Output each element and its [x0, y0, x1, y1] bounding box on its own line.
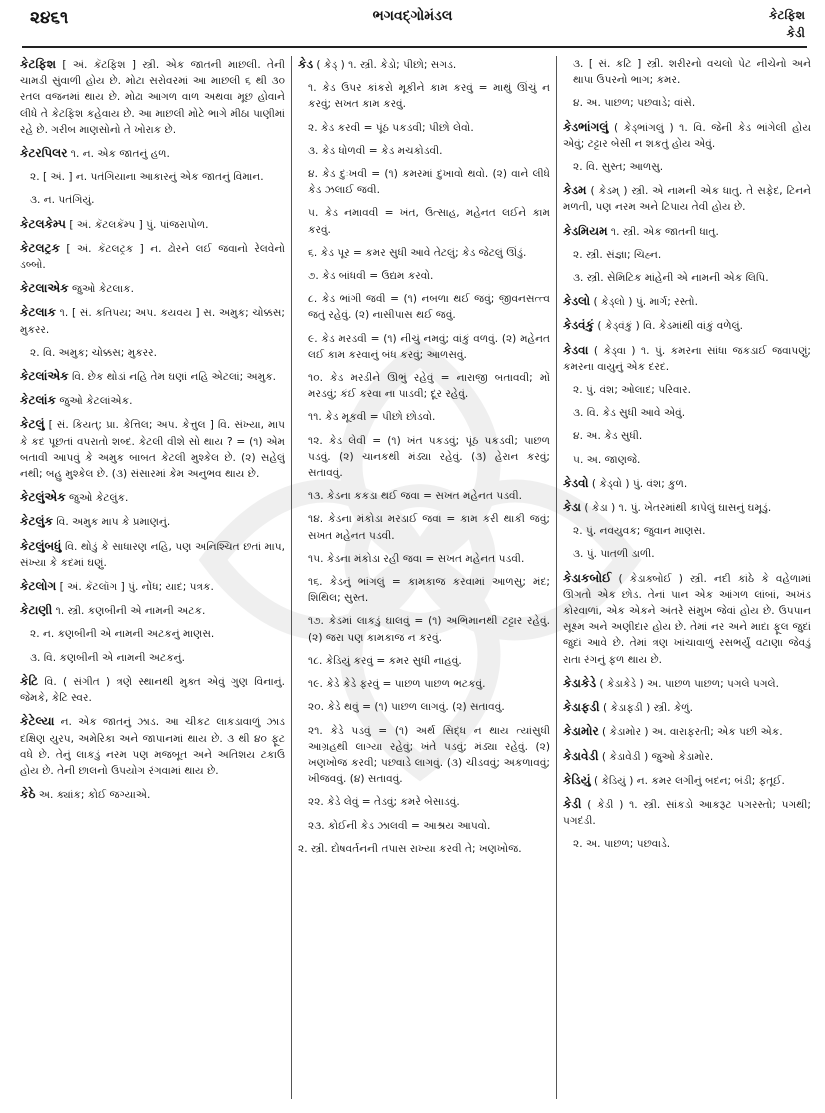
entry-sense: ૧૪. કેડના મંકોડા મરડાઈ જવા = કામ કરી થાકી જવું; સખત મહેનત પડવી.: [308, 513, 550, 542]
entry-headword: કેટલુંએક: [20, 490, 66, 505]
dictionary-entry: [20, 392, 285, 409]
entry-definition: ( કેડાક્બોઈ ) સ્ત્રી. નદી કાંઠે કે વહેળામાં ઊગતો એક છોડ. તેનાં પાન એક આંગળ લાંબાં, અખંડ કોરવાળાં, એક એકને અંતરે સંમુખ જેવાં હોય છે. ઉપપાન સૂક્ષ્મ અને અણીદાર હોય છે. તેમાં નર અને માદા ફૂલ જુદાં જુદાં આવે છે. તેમાં ત્રણ ખાંચાવાળું રસભર્યું વટાણા જેવડું રાતા રંગનું ફળ થાય છે.: [563, 572, 811, 666]
entry-definition: જુઓ કેટલાક.: [68, 283, 134, 296]
entry-definition: ( કેડા ) ૧. પું. ખેતરમાંથી કાપેલું ઘાસનું ઘમૂડું.: [581, 502, 772, 515]
entry-headword: કેટલુંક: [20, 514, 54, 529]
entry-definition: ( કેડ્વો ) પું. વંશ; કુળ.: [588, 477, 688, 490]
entry-sense: ૩. વિ. કેડ સુધી આવે એવું.: [573, 407, 686, 420]
column-2: [298, 56, 550, 1099]
dictionary-entry: [20, 416, 285, 482]
entry-headword: કેટરપિલર: [20, 146, 68, 161]
entry-headword: કેટલકેમ્પ: [20, 216, 66, 231]
entry-definition: વિ. છેક થોડાં નહિ તેમ ઘણાં નહિ એટલાં; અમુક.: [68, 371, 277, 384]
entry-headword: કેટિ: [20, 673, 39, 688]
dictionary-entry: [20, 368, 285, 385]
entry-headword: કેડ: [298, 57, 314, 71]
entry-headword: કેડામોર: [563, 724, 599, 739]
entry-definition: ( કેડિયું ) ન. કમર લગીનું બદન; બંડી; ફતૂઈ.: [590, 774, 785, 787]
dictionary-entry: [563, 796, 811, 829]
dictionary-entry: [563, 182, 811, 215]
entry-sense: ૨૧. કેડે પડવું = (૧) અર્થ સિદ્ધ ન થાય ત્યાંસુધી આગ્રહથી લાગ્યા રહેવું; ખંતે પડવું; મંડ્યા રહેવું. (૨) ખણખોજ કરવી; પછવાડે લાગવું. (૩) ચીડવવું; અકળાવવું; ખીજવવું. (૪) સતાવવું.: [308, 724, 550, 786]
entry-headword: કેડાકબોઈ: [563, 570, 612, 585]
entry-definition: વિ. ( સંગીત ) ત્રણે સ્થાનથી મુક્ત એવું ગુણ વિનાનું. જેમકે, કેટિ સ્વર.: [20, 675, 285, 705]
entry-definition: ૧. ન. એક જાતનું હળ.: [67, 148, 170, 161]
entry-sense: ૪. કેડ દુઃખવી = (૧) કમરમાં દુખાવો થવો. (૨) વાને લીધે કેડ ઝલાઈ જવી.: [308, 168, 550, 197]
entry-definition: જુઓ કેટલાંએક.: [55, 395, 133, 408]
dictionary-entry: [563, 317, 811, 334]
entry-definition: [ સં. કિયત્; પ્રા. કેત્તિલ; અપ. કેત્તુલ ] વિ. સંખ્યા, માપ કે કદ પૂછતાં વપરાતો શબ્દ. કેટલી વીશે સો થાય ? = (૧) એમ બતાવી આપવું કે અમુક બાબત કેટલી મુશ્કેલ છે. (૨) સહેલું નથી; બહુ મુશ્કેલ છે. (૩) સંસારમાં કેમ અનુભવ થાય છે.: [20, 419, 285, 481]
column-divider: [291, 56, 292, 1099]
entry-sense: ૩. સ્ત્રી. સેમિટિક માંહેની એ નામની એક લિપિ.: [573, 272, 769, 285]
entry-sense: ૧૦. કેડ મરડીને ઊભું રહેવું = નારાજી બતાવવી; મોં મરડવું; કંઈ કરવા ના પાડવી; દૂર રહેવું.: [308, 372, 550, 401]
entry-headword: કેડવો: [563, 475, 589, 490]
dictionary-entry: [563, 499, 811, 516]
entry-sense: ૩. પું. પાતળી ડાળી.: [573, 548, 655, 561]
entry-definition: ( કેડ્વંકું ) વિ. કેડમાંથી વાંકું વળેલું.: [594, 320, 744, 333]
entry-headword: કેઠે: [20, 787, 36, 802]
entry-sense: ૫. કેડ નમાવવી = ખંત, ઉત્સાહ, મહેનત લઈને કામ કરવું.: [308, 207, 550, 236]
dictionary-entry: [563, 723, 811, 740]
entry-sense: ૮. કેડ ભાંગી જવી = (૧) નબળા થઈ જવું; જીવનસત્ત્વ જતું રહેવું. (૨) નાસીપાસ થઈ જવું.: [308, 293, 550, 322]
entry-definition: [ અં. કૅટફિશ ] સ્ત્રી. એક જાતની માછલી. તેની ચામડી સુંવાળી હોય છે. મોટા સરોવરમાં આ માછલી ૬ થી ૩૦ રતલ વજનમાં થાય છે. મોઢા આગળ વાળ અથવા મૂછ હોવાને લીધે તે કેટફિશ કહેવાય છે. આ માછલી મોટે ભાગે મીઠા પાણીમાં રહે છે. ગરીબ માણસોનો તે ખોરાક છે.: [20, 59, 285, 136]
dictionary-entry: [20, 602, 285, 619]
entry-headword: કેટલટ્રક: [20, 240, 60, 255]
entry-sense: ૧૧. કેડ મૂકવી = પીછો છોડવો.: [308, 411, 436, 424]
dictionary-entry: [20, 578, 285, 595]
dictionary-entry: [563, 699, 811, 716]
dictionary-entry: [563, 293, 811, 310]
dictionary-entry: [20, 145, 285, 162]
entry-definition: ( કેડામોર ) અ. વારાફરતી; એક પછી એક.: [598, 726, 783, 739]
entry-definition: ( કેડમ્ ) સ્ત્રી. એ નામની એક ધાતુ. તે સફેદ, ટિનને મળતી, પણ નરમ અને ટિપાય તેવી હોય છે.: [563, 185, 811, 214]
entry-sense: ૧૭. કેડમાં લાકડું ઘાલવું = (૧) અભિમાનથી ટટ્ટાર રહેવું. (૨) જરા પણ કામકાજ ન કરવું.: [308, 615, 550, 644]
dictionary-entry: [563, 675, 811, 692]
entry-sense: ૨. પું. નવયુવક; જુવાન માણસ.: [573, 525, 706, 538]
entry-sense: ૨૩. કોઈની કેડ ઝાલવી = આશ્રય આપવો.: [308, 819, 491, 832]
column-divider: [556, 56, 557, 1099]
entry-headword: કેડાવેડી: [563, 748, 599, 763]
entry-headword: કેટફિશ: [20, 57, 56, 71]
entry-definition: વિ. થોડું કે સાધારણ નહિ, પણ અનિશ્ચિત છતાં માપ, સંખ્યા કે કદમાં ઘણું.: [20, 540, 285, 569]
entry-headword: કેડવંકું: [563, 318, 595, 333]
entry-headword: કેટલુંબધું: [20, 538, 62, 553]
book-title: ભગવદ્ગોમંડલ: [372, 8, 453, 24]
entry-definition: [ અં. કૅટલટ્રક ] ન. ઢોરને લઈ જવાનો રેલવેનો ડબ્બો.: [20, 242, 285, 272]
header-rule: [22, 46, 807, 48]
entry-definition: અ. ક્યાંક; કોઈ જગ્યાએ.: [35, 789, 151, 802]
entry-sense: ૧. કેડ ઉપર કાંકરો મૂકીને કામ કરવું = માથું ઊંચું ન કરવું; સખત કામ કરવું.: [308, 82, 550, 111]
entry-headword: કેટલાએક: [20, 281, 69, 296]
entry-definition: ૧. સ્ત્રી. કણબીની એ નામની અટક.: [52, 605, 206, 618]
entry-sense: ૪. અ. કેડ સુધી.: [573, 430, 643, 443]
dictionary-entry: [20, 673, 285, 706]
entry-definition: ( કેડ્ભાંગલું ) ૧. વિ. જેની કેડ ભાંગેલી હોય એવું; ટટ્ટાર બેસી ન શકતું હોય એવું.: [563, 121, 811, 150]
entry-sense: ૨૨. કેડે લેવું = તેડવું; કમરે બેસાડવું.: [308, 796, 460, 809]
entry-sense: ૩. [ સં. કટિ ] સ્ત્રી. શરીરનો વચલો પેટ નીચેનો અને થાપા ઉપરનો ભાગ; કમર.: [573, 58, 811, 87]
entry-definition: ( કેડાફડી ) સ્ત્રી. કેળું.: [599, 702, 693, 715]
entry-sense: ૨૦. કેડે થવું = (૧) પાછળ લાગવું. (૨) સતાવવું.: [308, 701, 505, 714]
dictionary-entry: [20, 513, 285, 530]
entry-headword: કેડાકેડે: [563, 675, 597, 690]
entry-definition: [ અં. કૅટલકૅમ્પ ] પું. પાંજરાપોળ.: [65, 218, 209, 231]
guide-words: [769, 6, 805, 42]
entry-sense: ૫. અ. જાણજે.: [573, 453, 641, 466]
dictionary-entry: [20, 538, 285, 571]
entry-sense: ૨. [ અં. ] ન. પતંગિયાના આકારનું એક જાતનું વિમાન.: [30, 171, 264, 184]
entry-sense: ૧૫. કેડના મંકોડા રહી જવા = સખત મહેનત પડવી.: [308, 552, 525, 565]
entry-sense: ૯. કેડ મરડવી = (૧) નીચું નમવું; વાંકું વળવું. (૨) મહેનત લઈ કામ કરવાનું બંધ કરવું; આળસવું.: [308, 332, 550, 361]
dictionary-entry: [20, 240, 285, 273]
entry-headword: કેટલું: [20, 417, 45, 432]
guide-word-last: કેડી: [786, 26, 805, 40]
entry-headword: કેટાણી: [20, 603, 53, 618]
entry-definition: ( કેડાવેડી ) જુઓ કેડામોર.: [598, 750, 714, 763]
entry-headword: કેડાફડી: [563, 700, 600, 715]
entry-sense: ૨. કેડ કરવી = પૂંઠ પકડવી; પીછો લેવો.: [308, 121, 474, 134]
entry-headword: કેડમ: [563, 183, 587, 198]
entry-sense: ૭. કેડ બાંધવી = ઉદ્યમ કરવો.: [308, 270, 434, 283]
dictionary-entry: [563, 748, 811, 765]
entry-definition: ( કેડ્ ) ૧. સ્ત્રી. કેડો; પીછો; સગડ.: [313, 59, 457, 71]
column-3: [563, 56, 811, 1099]
entry-sense: ૧૨. કેડ લેવી = (૧) ખંત પકડવું; પૂંઠ પકડવી; પાછળ પડવું. (૨) ચાનકથી મંડ્યા રહેવું. (૩) હેરાન કરવું; સતાવવું.: [308, 434, 550, 480]
entry-headword: કેટેલ્યા: [20, 714, 55, 729]
guide-word-first: કેટફિશ: [769, 8, 805, 22]
entry-sense: ૧૩. કેડના કકડા થઈ જવા = સખત મહેનત પડવી.: [308, 490, 523, 503]
entry-headword: કેડવા: [563, 342, 589, 357]
dictionary-entry: [20, 489, 285, 506]
dictionary-entry: [563, 570, 811, 668]
entry-sense: ૨. સ્ત્રી. સંજ્ઞા; ચિહ્ન.: [573, 248, 662, 261]
dictionary-entry: [20, 304, 285, 337]
entry-headword: કેડભાંગલું: [563, 119, 609, 134]
entry-sense: ૨. વિ. સુસ્ત; આળસુ.: [573, 161, 664, 174]
entry-headword: કેટલાંક: [20, 393, 56, 408]
entry-definition: ( કેડ્વા ) ૧. પું. કમરના સાંધા જકડાઈ જવાપણું; કમરના વાયુનું એક દરદ.: [563, 344, 811, 373]
entry-definition: ( કેડ્લો ) પું. માર્ગ; રસ્તો.: [590, 296, 698, 309]
dictionary-entry: [563, 119, 811, 152]
entry-sense: ૨. પું. વંશ; ઓલાદ; પરિવાર.: [573, 384, 691, 397]
entry-definition: ( કેડી ) ૧. સ્ત્રી. સાંકડો આકરૂટ પગરસ્તો; પગથી; પગદંડી.: [563, 798, 811, 828]
entry-sense: ૪. અ. પાછળ; પછવાડે; વાંસે.: [573, 97, 696, 110]
entry-definition: ૧. [ સં. કતિપય; અપ. કયવય ] સ. અમુક; ચોક્કસ; મુકરર.: [20, 307, 285, 336]
entry-sense: ૩. ન. પતંગિયું.: [30, 194, 95, 207]
entry-sense: ૨. સ્ત્રી. દોષવર્તનની તપાસ રાખ્યા કરવી તે; ખણખોજ.: [298, 842, 522, 855]
entry-sense: ૨. ન. કણબીની એ નામની અટકનું માણસ.: [30, 628, 215, 641]
entry-headword: કેડા: [563, 500, 582, 515]
entry-definition: ૧. સ્ત્રી. એક જાતની ધાતુ.: [607, 225, 719, 238]
entry-headword: કેટલાક: [20, 305, 56, 320]
dictionary-entry: [563, 772, 811, 789]
entry-sense: ૩. વિ. કણબીની એ નામની અટકનું.: [30, 651, 185, 664]
entry-sense: ૩. કેડ ધોળવી = કેડ મચકોડવી.: [308, 144, 443, 157]
dictionary-entry: [298, 56, 550, 73]
entry-definition: જુઓ કેટલુંક.: [65, 492, 129, 505]
entry-definition: ( કેડાકેડે ) અ. પાછળ પાછળ; પગલે પગલે.: [596, 677, 780, 690]
entry-sense: ૧૯. કેડે કેડે ફરવું = પાછળ પાછળ ભટકવું.: [308, 678, 486, 691]
entry-headword: કેટલોગ: [20, 579, 57, 594]
entry-headword: કેડી: [563, 796, 582, 811]
dictionary-entry: [20, 56, 285, 138]
entry-headword: કેડમિયમ: [563, 223, 608, 238]
dictionary-entry: [20, 786, 285, 803]
dictionary-entry: [20, 713, 285, 779]
entry-headword: કેડિયું: [563, 772, 591, 787]
entry-sense: ૧૬. કેડનું ભાંગલું = કામકાજ કરવામાં આળસુ; મંદ; શિથિલ; સુસ્ત.: [308, 576, 550, 605]
entry-definition: ન. એક જાતનું ઝાડ. આ ચીકટ લાકડાવાળું ઝાડ દક્ષિણ યુરપ, અમેરિકા અને જાપાનમાં થાય છે. ૩ થી ૪૦ ફૂટ વધે છે. તેનું લાકડું નરમ પણ મજબૂત અને અતિશય ટકાઉ હોય છે. તેની છાલનો ઉપયોગ રંગવામાં થાય છે.: [20, 716, 285, 777]
entry-definition: વિ. અમુક માપ કે પ્રમાણનું.: [53, 516, 171, 529]
entry-sense: ૬. કેડ પૂર = કમર સુધી આવે તેટલું; કેડ જેટલું ઊંડું.: [308, 246, 527, 259]
entry-sense: ૨. વિ. અમુક; ચોક્કસ; મુકરર.: [30, 346, 158, 359]
column-1: [20, 56, 285, 1099]
page-number: ૨૪૬૧: [30, 8, 69, 28]
entry-headword: કેટલાંએક: [20, 369, 69, 384]
dictionary-entry: [563, 475, 811, 492]
entry-definition: [ અં. કૅટલૉગ ] પું. નોંધ; યાદ; પત્રક.: [56, 581, 214, 594]
dictionary-entry: [563, 342, 811, 375]
dictionary-entry: [20, 280, 285, 297]
dictionary-entry: [20, 216, 285, 233]
entry-headword: કેડલો: [563, 294, 591, 309]
entry-sense: ૧૮. કેડિયું કરવું = કમર સુધી નાહવું.: [308, 654, 462, 667]
dictionary-entry: [563, 223, 811, 240]
entry-sense: ૨. અ. પાછળ; પછવાડે.: [573, 838, 671, 851]
